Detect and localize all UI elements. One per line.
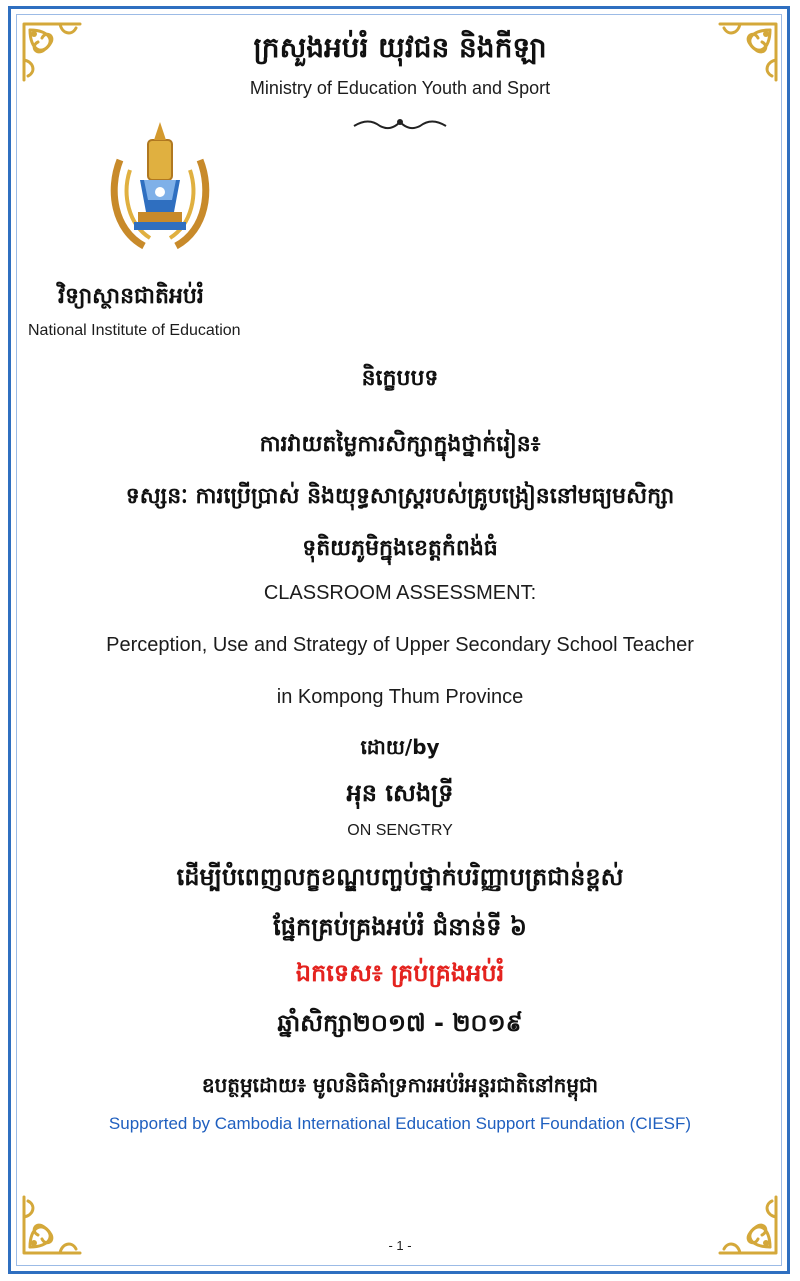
page-number: - 1 - (388, 1238, 412, 1253)
title-english-line-1: CLASSROOM ASSESSMENT: (263, 582, 537, 604)
ministry-name-english: Ministry of Education Youth and Sport (249, 78, 551, 98)
title-khmer-line-1: ការវាយតម្លៃការសិក្សាក្នុងថ្នាក់រៀន៖ (259, 432, 541, 457)
institute-name-english: National Institute of Education (28, 322, 241, 339)
academic-year: ឆ្នាំសិក្សា២០១៧ - ២០១៩ (277, 1009, 523, 1037)
degree-purpose-line-2: ផ្នែកគ្រប់គ្រងអប់រំ ជំនាន់ទី ៦ (273, 913, 527, 941)
degree-purpose-line-1: ដើម្បីបំពេញលក្ខខណ្ឌបញ្ចប់ថ្នាក់បរិញ្ញាបត្រជាន់ខ្ពស់ (176, 863, 624, 891)
nie-emblem-logo (104, 120, 216, 258)
title-khmer-line-3: ទុតិយភូមិក្នុងខេត្តកំពង់ធំ (302, 536, 498, 561)
by-label: ដោយ/by (360, 735, 440, 759)
ministry-name-khmer: ក្រសួងអប់រំ យុវជន និងកីឡា (253, 31, 547, 64)
divider-ornament-icon (352, 116, 448, 134)
sponsor-khmer: ឧបត្ថម្ភដោយ៖ មូលនិធិគាំទ្រការអប់រំអន្តរជាតិនៅកម្ពុជា (201, 1073, 599, 1097)
author-name-english: ON SENGTRY (347, 822, 453, 839)
institute-name-khmer: វិទ្យាស្ថានជាតិអប់រំ (58, 284, 204, 309)
thesis-label-khmer: និក្ខេបបទ (361, 366, 439, 391)
sponsor-english: Supported by Cambodia International Education Support Foundation (CIESF) (108, 1114, 692, 1133)
author-name-khmer: អុន សេងទ្រី (346, 779, 454, 807)
major-label: ឯកទេស៖ គ្រប់គ្រងអប់រំ (295, 959, 505, 987)
title-english-line-2: Perception, Use and Strategy of Upper Secondary School Teacher (106, 634, 694, 656)
title-english-line-3: in Kompong Thum Province (276, 686, 524, 708)
title-khmer-line-2: ទស្សនៈ ការប្រើប្រាស់ និងយុទ្ធសាស្ត្ររបស់គ្រូបង្រៀននៅមធ្យមសិក្សា (125, 484, 675, 509)
